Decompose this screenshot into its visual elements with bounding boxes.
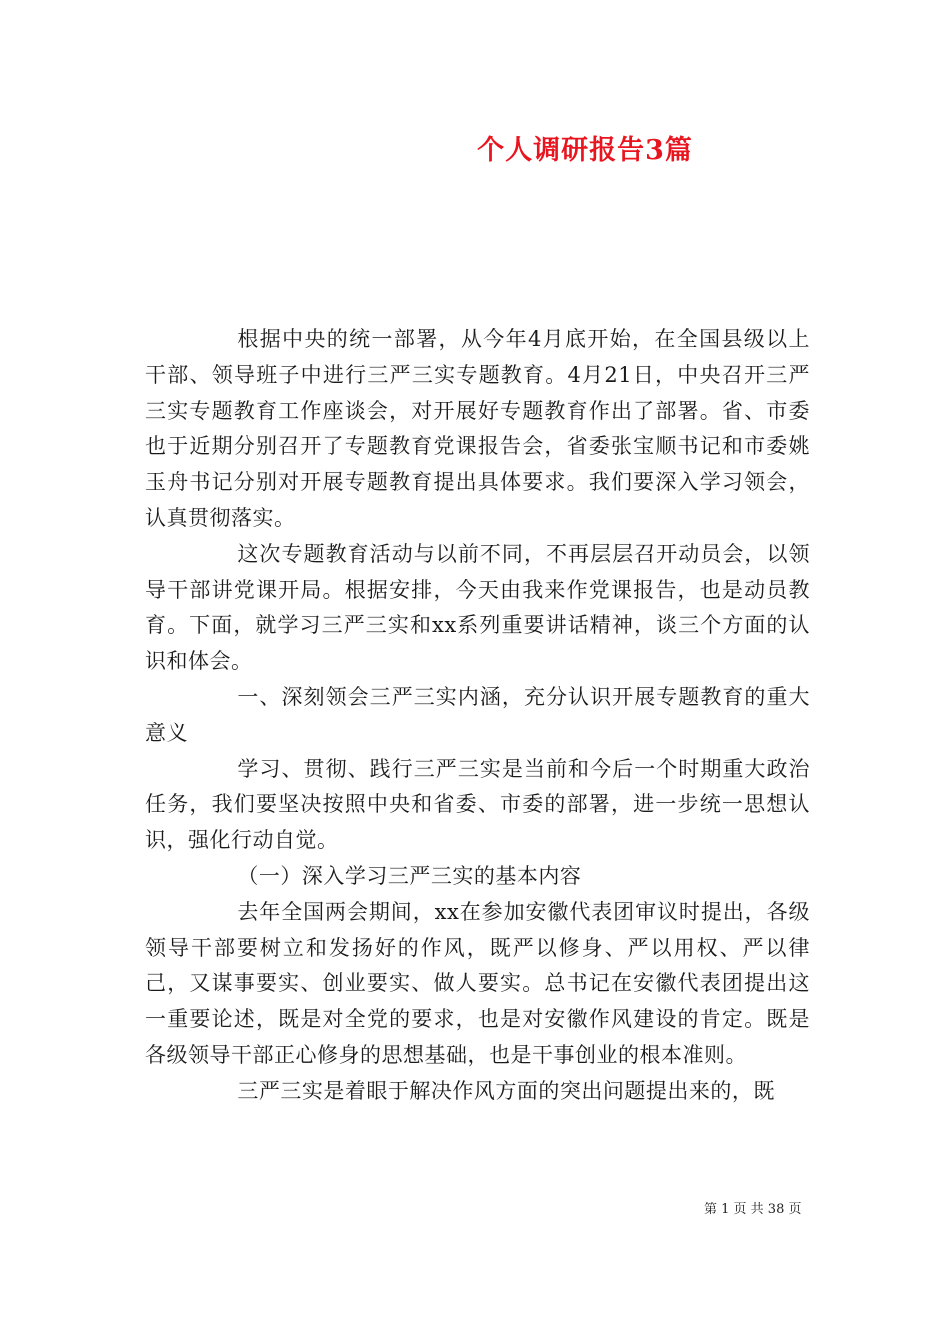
paragraph-2: 这次专题教育活动与以前不同，不再层层召开动员会，以领导干部讲党课开局。根据安排，今天由我来作党课报告，也是动员教育。下面，就学习三严三实和xx系列重要讲话精神，谈三个方面的认识和体会。 <box>145 541 810 674</box>
paragraph-3: 学习、贯彻、践行三严三实是当前和今后一个时期重大政治任务，我们要坚决按照中央和省委、市委的部署，进一步统一思想认识，强化行动自觉。 <box>145 756 810 853</box>
section-heading-1: 一、深刻领会三严三实内涵，充分认识开展专题教育的重大意义 <box>145 684 810 745</box>
paragraph-5: 三严三实是着眼于解决作风方面的突出问题提出来的，既 <box>237 1078 775 1103</box>
paragraph-1: 根据中央的统一部署，从今年4月底开始，在全国县级以上干部、领导班子中进行三严三实专题教育。4月21日，中央召开三严三实专题教育工作座谈会，对开展好专题教育作出了部署。省、市委也于近期分别召开了专题教育党课报告会，省委张宝顺书记和市委姚玉舟书记分别对开展专题教育提出具体要求。我们要深入学习领会，认真贯彻落实。 <box>145 327 810 530</box>
subsection-heading-1: （一）深入学习三严三实的基本内容 <box>237 863 582 888</box>
document-title: 个人调研报告3篇 <box>477 135 693 166</box>
page-number-footer: 第 1 页 共 38 页 <box>704 1202 802 1217</box>
paragraph-4: 去年全国两会期间，xx在参加安徽代表团审议时提出，各级领导干部要树立和发扬好的作风，既严以修身、严以用权、严以律己，又谋事要实、创业要实、做人要实。总书记在安徽代表团提出这一重要论述，既是对全党的要求，也是对安徽作风建设的肯定。既是各级领导干部正心修身的思想基础，也是干事创业的根本准则。 <box>145 899 810 1067</box>
document-body <box>145 322 810 1110</box>
